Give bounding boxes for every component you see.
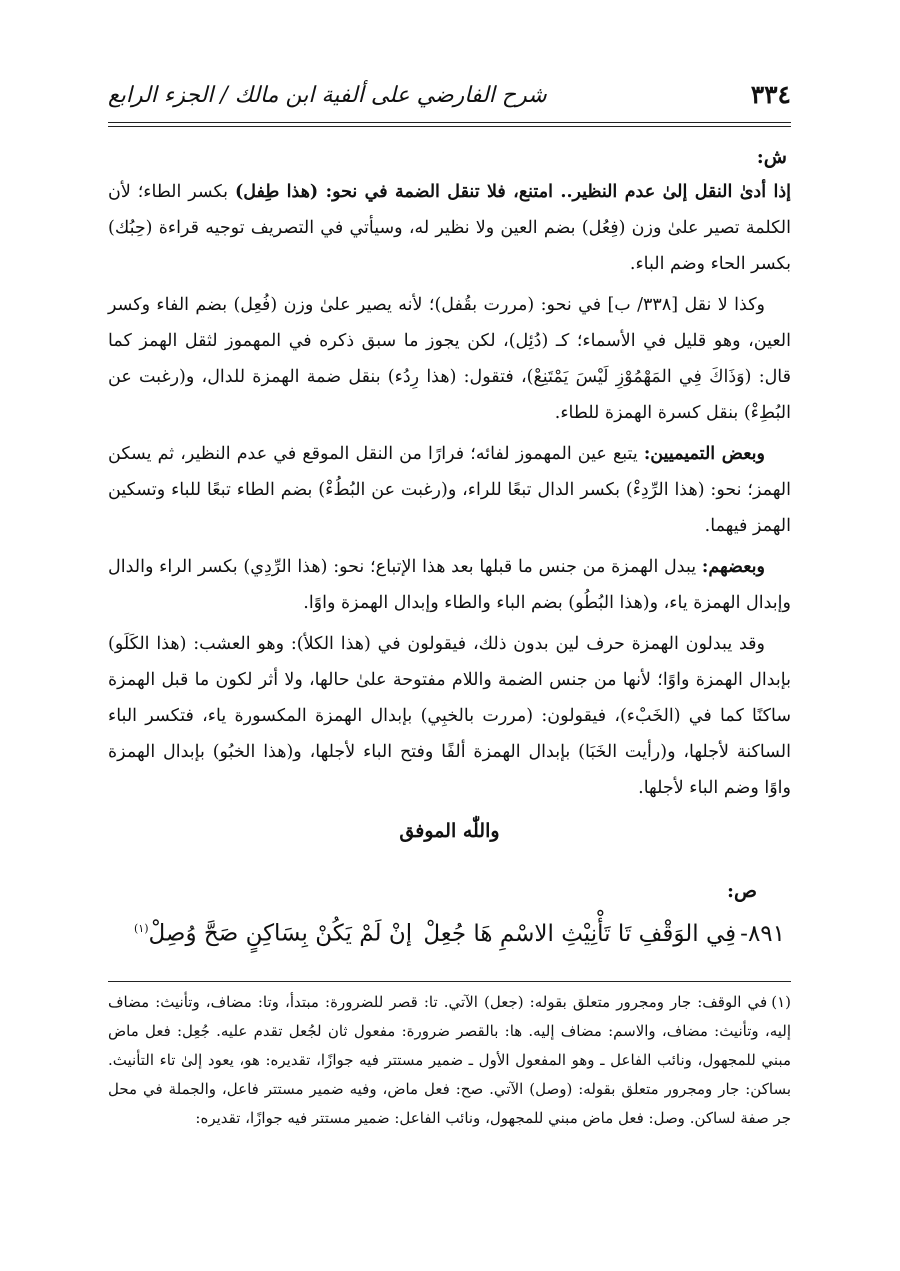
- paragraph: [108, 174, 791, 282]
- verse-line: [108, 907, 791, 956]
- paragraph-text: وقد يبدلون الهمزة حرف لين بدون ذلك، فيقولون في (هذا الكلأ): وهو العشب: (هذا الكَلَو) بإبدال الهمزة واوًا؛ لأنها من جنس الضمة واللام مفتوحة علىٰ حالها، ولا أثر لكون ما قبل الهمزة ساكنًا كما في (الخَبْء)، فيقولون: (مررت بالخبِي) بإبدال الهمزة المكسورة ياء، فتكسر الباء الساكنة لأجلها، و(رأيت الخَبَا) بإبدال الهمزة ألفًا وفتح الباء لأجلها، و(هذا الخبُو) بإبدال الهمزة واوًا وضم الباء لأجلها.: [108, 634, 791, 798]
- verse-second-hemistich: [134, 907, 412, 956]
- footnote-rule: [108, 981, 791, 982]
- footnote-label: (١): [771, 993, 791, 1011]
- verse-first-hemistich: [423, 912, 785, 956]
- paragraph-text: بكسر الطاء؛ لأن الكلمة تصير علىٰ وزن (فِعُل) بضم العين ولا نظير له، وسيأتي في التصريف توجيه قراءة (حِبُك) بكسر الحاء وضم الباء.: [108, 182, 791, 274]
- verse-block: [108, 875, 791, 956]
- header-rule: [108, 122, 791, 123]
- paragraph: [108, 436, 791, 544]
- paragraph: [108, 626, 791, 806]
- verse-number: ٨٩١-: [740, 920, 785, 947]
- hemistich-2: إنْ لَمْ يَكُنْ بِسَاكِنٍ صَحَّ وُصِلْ: [148, 920, 413, 947]
- footnote-text: في الوقف: جار ومجرور متعلق بقوله: (جعل) الآتي. تا: قصر للضرورة: مبتدأ، وتا: مضاف، وتأنيث: مضاف إليه، وتأنيث: مضاف، والاسم: مضاف إليه. ها: بالقصر ضرورة: مفعول ثان لجُعل تقدم عليه. جُعِل: فعل ماض مبني للمجهول، ونائب الفاعل ـ وهو المفعول الأول ـ ضمير مستتر فيه جوازًا، تقديره: هو، يعود إلىٰ تاء التأنيث. بساكن: جار ومجرور متعلق بقوله: (وصل) الآتي. صح: فعل ماض، وفيه ضمير مستتر فاعل، والجملة في محل جر صفة لساكن. وصل: فعل ماض مبني للمجهول، ونائب الفاعل: ضمير مستتر فيه جوازًا، تقديره:: [108, 993, 791, 1127]
- footnote-reference[interactable]: (١): [134, 922, 149, 935]
- book-title: شرح الفارضي على ألفية ابن مالك / الجزء الرابع: [108, 83, 547, 108]
- paragraph-lead: إذا أدىٰ النقل إلىٰ عدم النظير.. امتنع، فلا تنقل الضمة في نحو: (هذا طِفل): [234, 182, 792, 202]
- paragraph: [108, 287, 791, 431]
- paragraph-lead: وبعضهم:: [701, 557, 765, 577]
- main-text: [108, 140, 791, 851]
- paragraph-text: يبدل الهمزة من جنس ما قبلها بعد هذا الإتباع؛ نحو: (هذا الرِّدِي) بكسر الراء والدال وإبدال الهمزة ياء، و(هذا البُطُو) بضم الباء والطاء وإبدال الهمزة واوًا.: [108, 557, 791, 613]
- paragraph-lead: وبعض التميميين:: [643, 444, 765, 464]
- hemistich-1: فِي الوَقْفِ تَا تَأْنِيْثِ الاسْمِ هَا جُعِلْ: [423, 920, 737, 947]
- page-number: ٣٣٤: [750, 80, 791, 109]
- footnote: [108, 988, 791, 1133]
- sharh-marker: ش:: [756, 146, 787, 168]
- matn-marker: ص:: [727, 880, 757, 902]
- closing-phrase: واللّٰه الموفق: [399, 820, 500, 842]
- paragraph-text: يتبع عين المهموز لفائه؛ فرارًا من النقل الموقع في عدم النظير، ثم يسكن الهمز؛ نحو: (هذا الرِّدِءْ) بكسر الدال تبعًا للراء، و(رغبت عن البُطُءْ) بضم الطاء تبعًا للباء وتسكين الهمز فيهما.: [108, 444, 791, 536]
- paragraph-text: وكذا لا نقل [٣٣٨/ ب] في نحو: (مررت بقُفل)؛ لأنه يصير علىٰ وزن (فُعِل) بضم الفاء وكسر العين، وهو قليل في الأسماء؛ كـ (دُئِل)، لكن يجوز ما سبق ذكره في المهموز لثقل الهمز كما قال: (وَذَاكَ فِي المَهْمُوْزِ لَيْسَ يَمْتَنِعْ)، فتقول: (هذا رِدُء) بنقل ضمة الهمزة للدال، و(رغبت عن البُطِءْ) بنقل كسرة الهمزة للطاء.: [108, 295, 791, 423]
- paragraph: [108, 549, 791, 621]
- running-header: [108, 72, 791, 116]
- header-rule-thin: [108, 126, 791, 127]
